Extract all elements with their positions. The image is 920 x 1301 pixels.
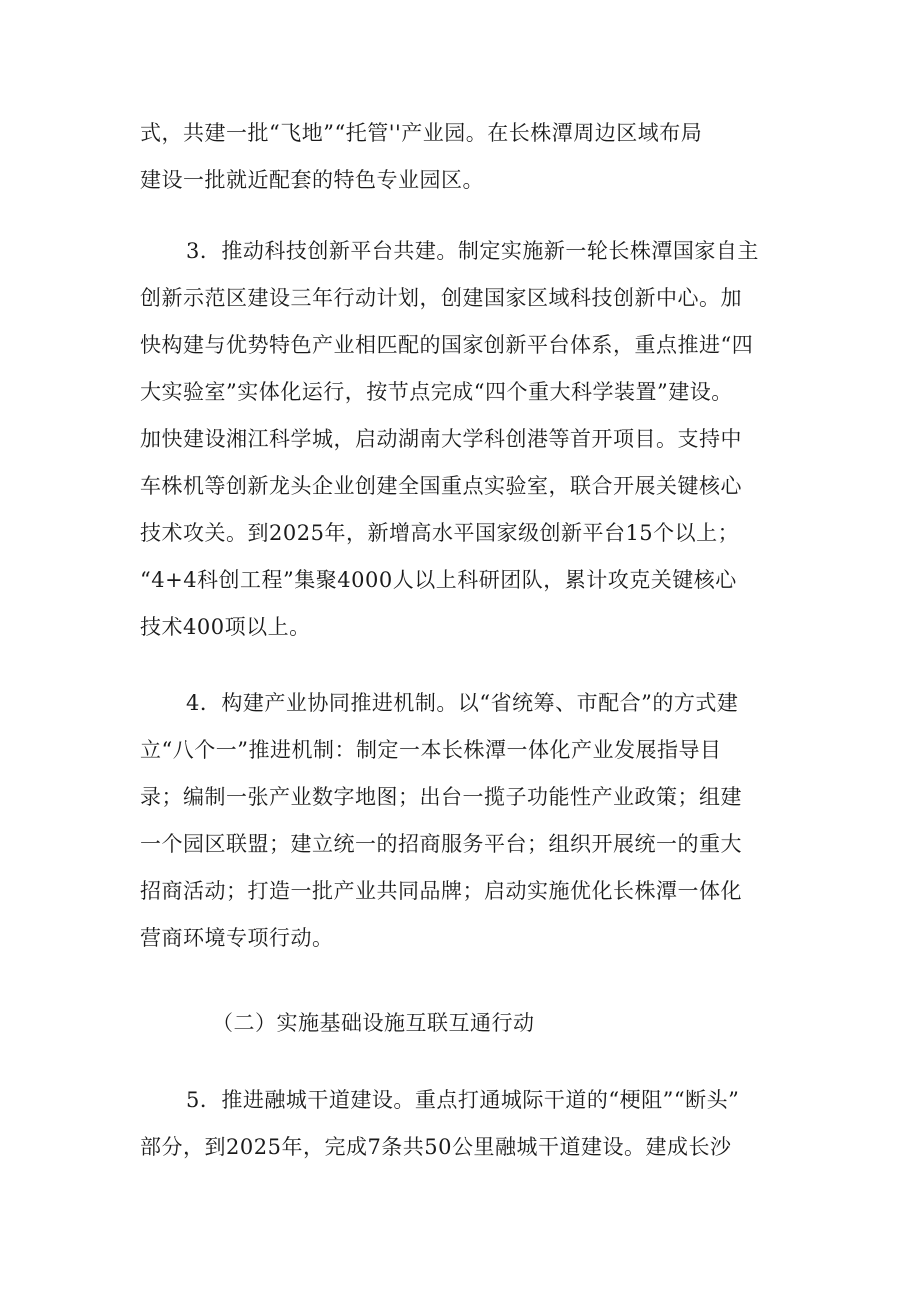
paragraph-line: 录；编制一张产业数字地图；出台一揽子功能性产业政策；组建 [140, 785, 742, 809]
paragraph-line: 5．推进融城干道建设。重点打通城际干道的“梗阻”“断头” [186, 1088, 740, 1112]
paragraph-line: 建设一批就近配套的特色专业园区。 [140, 168, 484, 192]
paragraph-line: 创新示范区建设三年行动计划，创建国家区域科技创新中心。加 [140, 286, 742, 310]
paragraph-line: 4．构建产业协同推进机制。以“省统筹、市配合”的方式建 [186, 691, 739, 715]
paragraph-line: 技术攻关。到2025年，新增高水平国家级创新平台15个以上； [140, 521, 740, 545]
paragraph-line: 式，共建一批“飞地”“托管''产业园。在长株潭周边区域布局 [140, 121, 703, 145]
paragraph-line: 3．推动科技创新平台共建。制定实施新一轮长株潭国家自主 [186, 239, 759, 263]
paragraph-line: 一个园区联盟；建立统一的招商服务平台；组织开展统一的重大 [140, 832, 742, 856]
paragraph-line: 立“八个一”推进机制：制定一本长株潭一体化产业发展指导目 [140, 738, 722, 762]
paragraph-line: 技术400项以上。 [140, 615, 311, 639]
paragraph-line: 快构建与优势特色产业相匹配的国家创新平台体系，重点推进“四 [140, 333, 754, 357]
paragraph-line: 营商环境专项行动。 [140, 926, 334, 950]
paragraph-line: “4+4科创工程”集聚4000人以上科研团队，累计攻克关键核心 [140, 568, 737, 592]
paragraph-line: 车株机等创新龙头企业创建全国重点实验室，联合开展关键核心 [140, 474, 742, 498]
paragraph-line: 部分，到2025年，完成7条共50公里融城干道建设。建成长沙 [140, 1135, 732, 1159]
paragraph-line: 招商活动；打造一批产业共同品牌；启动实施优化长株潭一体化 [140, 879, 742, 903]
section-heading: （二）实施基础设施互联互通行动 [212, 1011, 535, 1035]
paragraph-line: 加快建设湘江科学城，启动湖南大学科创港等首开项目。支持中 [140, 427, 742, 451]
paragraph-line: 大实验室”实体化运行，按节点完成“四个重大科学装置”建设。 [140, 380, 733, 404]
